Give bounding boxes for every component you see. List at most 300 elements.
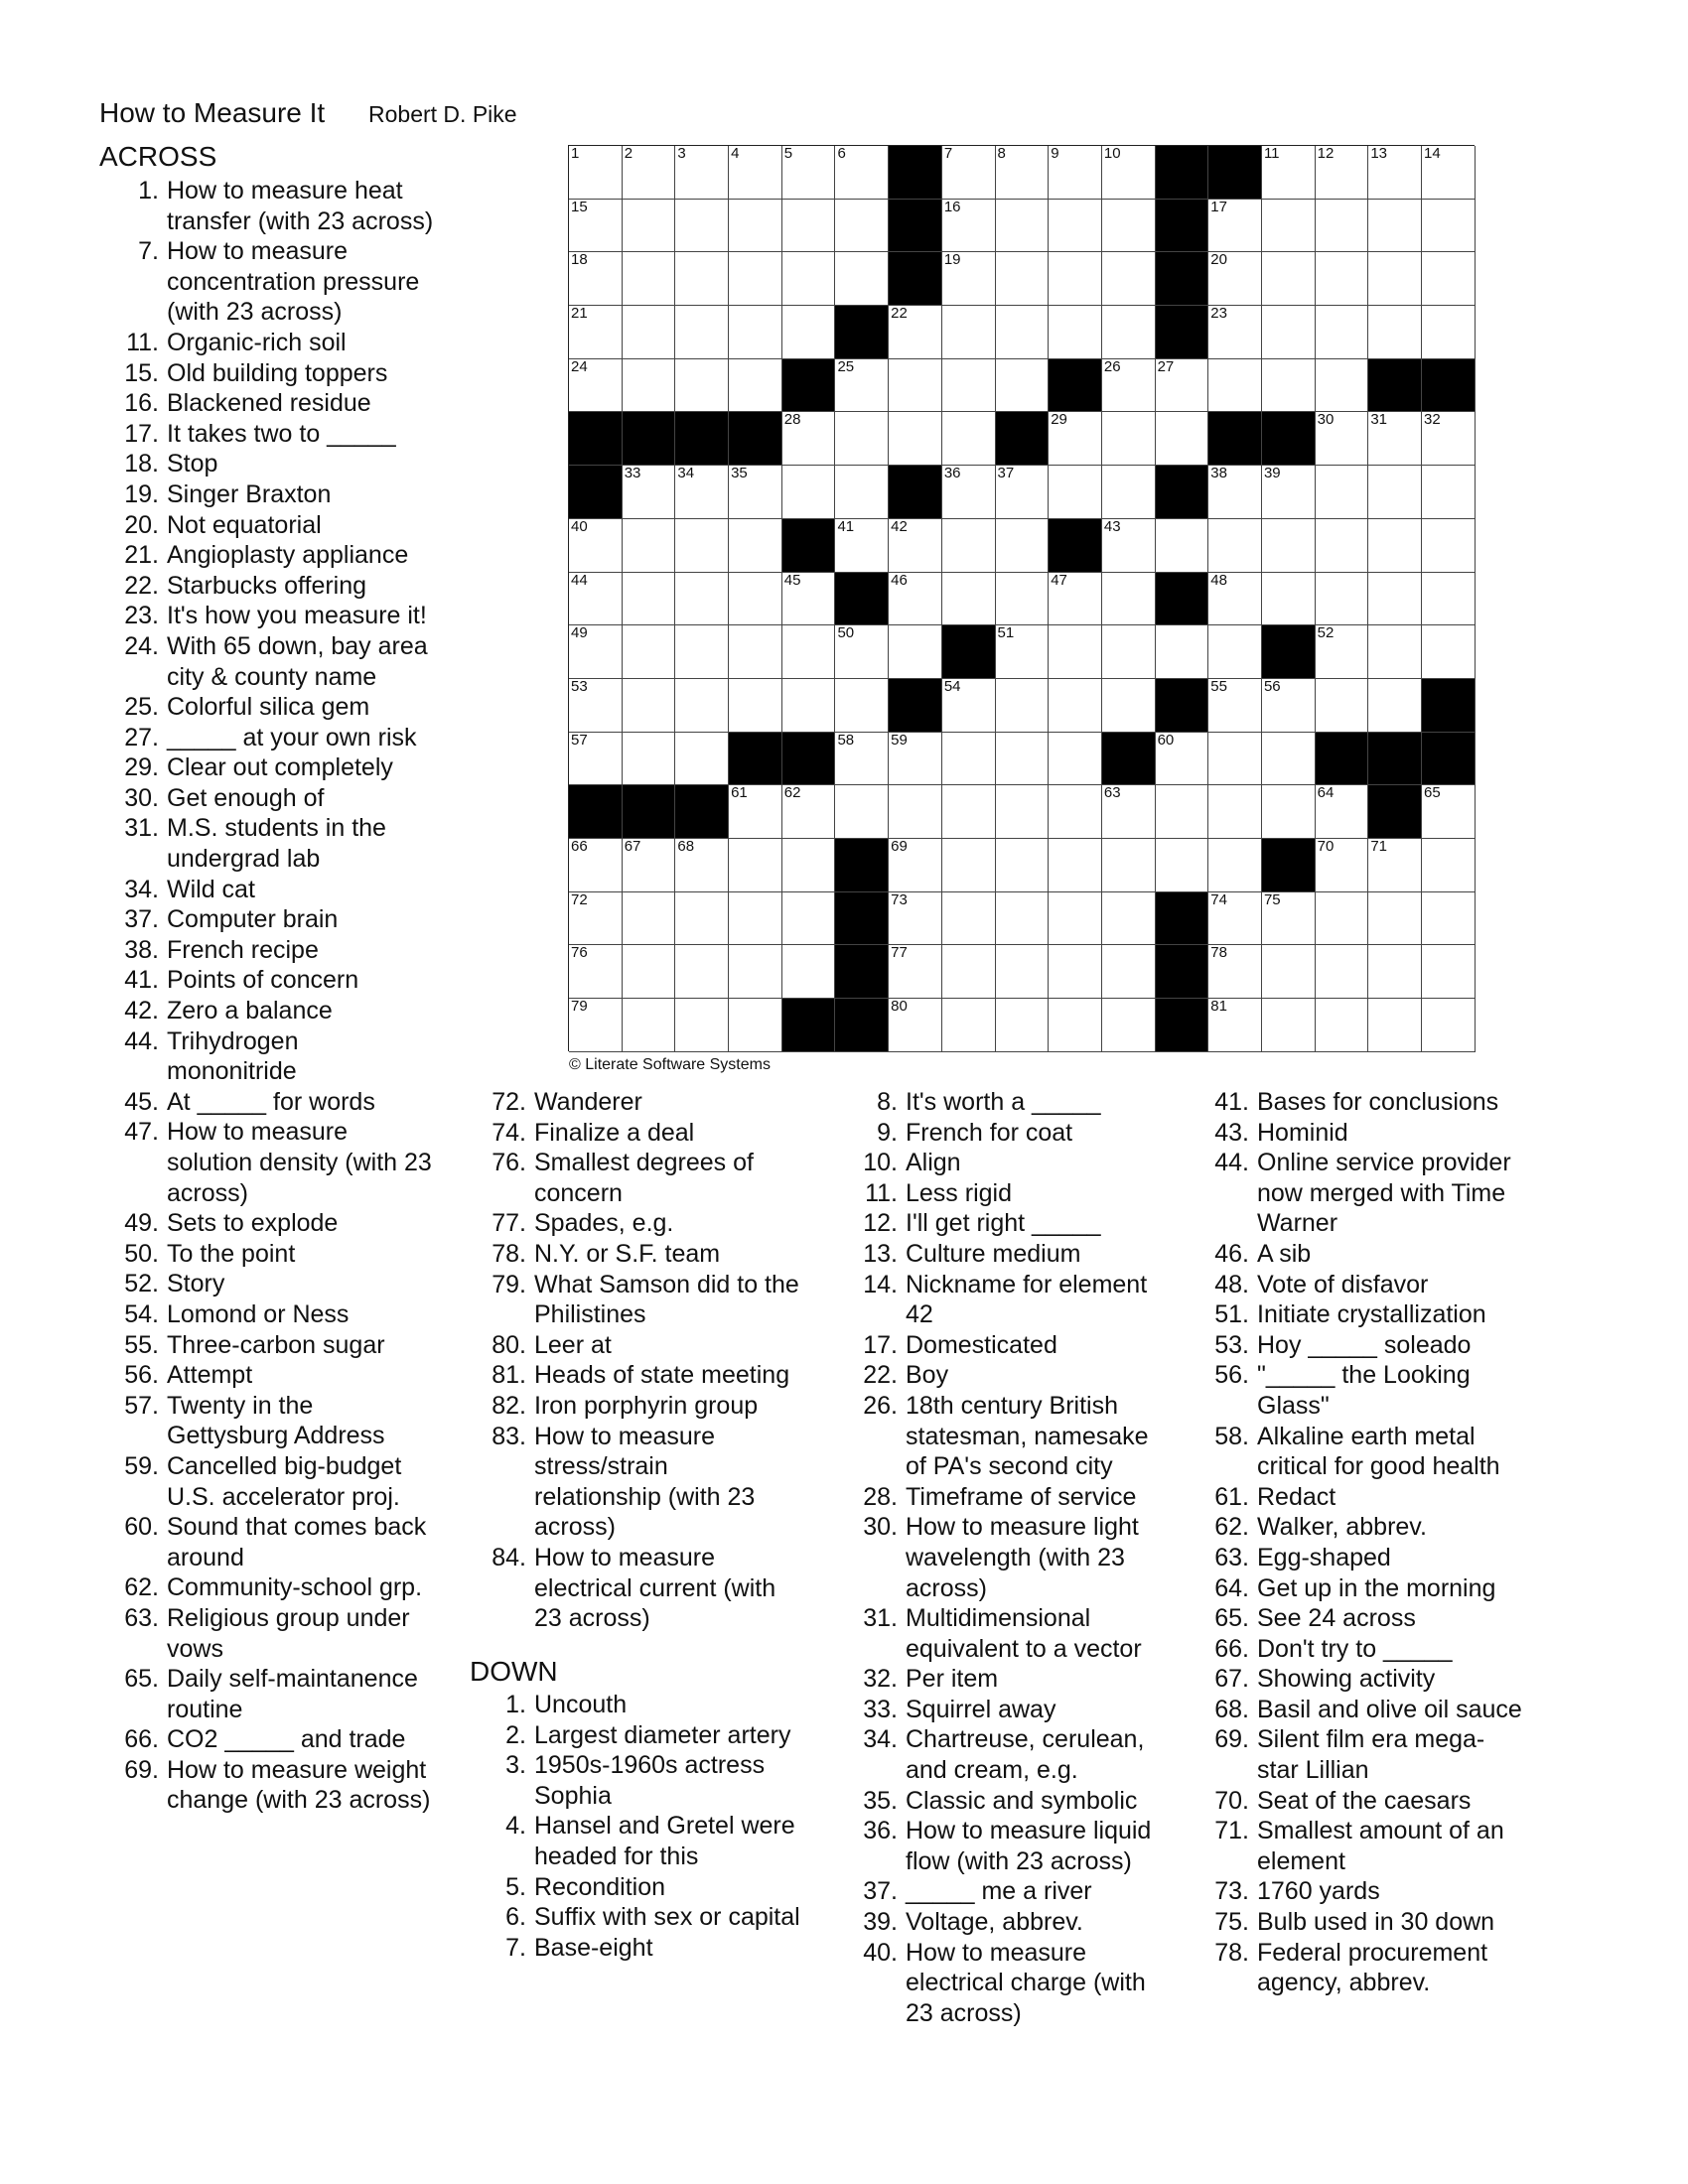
clue-number: 78. [492, 1239, 526, 1268]
grid-cell [782, 625, 836, 679]
clue-number: 52. [124, 1270, 159, 1298]
clue-text: Leer at [534, 1330, 612, 1359]
clue-text: Attempt [167, 1361, 253, 1390]
clue-number: 19. [124, 479, 159, 508]
clue-text: Wild cat [167, 875, 255, 903]
grid-cell [1049, 573, 1102, 626]
down-clue [1190, 1270, 1522, 1300]
clue-number: 3. [505, 1751, 526, 1780]
grid-cell [889, 519, 942, 573]
clue-number: 55. [124, 1330, 159, 1359]
clue-text: Colorful silica gem [167, 693, 370, 722]
grid-cell [942, 945, 996, 999]
down-clue [838, 1482, 1151, 1513]
across-clue [467, 1391, 799, 1422]
grid-cell [942, 892, 996, 946]
clue-text: Nickname for element 42 [906, 1270, 1148, 1329]
grid-cell [1102, 892, 1156, 946]
down-clue [838, 1724, 1151, 1785]
clue-number: 72. [492, 1088, 526, 1116]
clue-text: French recipe [167, 935, 319, 964]
clue-number: 51. [1214, 1300, 1249, 1329]
down-clue [1190, 1786, 1522, 1817]
clue-number: 57. [124, 1391, 159, 1420]
clue-text: Get up in the morning [1257, 1573, 1496, 1602]
grid-cell [996, 679, 1050, 733]
clue-number: 54. [124, 1299, 159, 1328]
down-clue [838, 1938, 1151, 2029]
down-clue [838, 1512, 1151, 1603]
grid-cell [1102, 519, 1156, 573]
grid-cell [623, 519, 676, 573]
cell-number: 53 [571, 677, 588, 695]
clue-number: 66. [124, 1725, 159, 1754]
clue-text: Domesticated [906, 1330, 1057, 1359]
across-clue [99, 1269, 433, 1299]
grid-cell [675, 839, 729, 892]
down-clues-column-3 [1190, 1087, 1522, 1998]
clue-text: Zero a balance [167, 997, 333, 1025]
clue-text: Angioplasty appliance [167, 541, 409, 570]
black-square [1208, 146, 1262, 200]
grid-cell [942, 519, 996, 573]
grid-cell [996, 146, 1050, 200]
clue-number: 63. [1214, 1543, 1249, 1571]
grid-cell [1422, 573, 1476, 626]
grid-cell [675, 200, 729, 253]
down-clue [1190, 1543, 1522, 1573]
clue-number: 46. [1214, 1239, 1249, 1268]
cell-number: 74 [1210, 890, 1227, 908]
cell-number: 17 [1210, 198, 1227, 215]
clue-number: 50. [124, 1239, 159, 1268]
grid-cell [1156, 625, 1209, 679]
clue-text: Bulb used in 30 down [1257, 1908, 1495, 1937]
down-clue [1190, 1573, 1522, 1604]
grid-cell [996, 839, 1050, 892]
black-square [889, 146, 942, 200]
down-clue [467, 1872, 800, 1903]
grid-cell [1208, 519, 1262, 573]
clue-number: 6. [505, 1903, 526, 1932]
grid-cell [1102, 945, 1156, 999]
clue-number: 25. [124, 693, 159, 722]
across-clue [99, 176, 433, 236]
black-square [1262, 625, 1316, 679]
grid-cell [675, 519, 729, 573]
clue-text: Trihydrogen mononitride [167, 1026, 299, 1086]
grid-cell [623, 945, 676, 999]
grid-cell [623, 573, 676, 626]
clue-text: Chartreuse, cerulean, and cream, e.g. [906, 1725, 1145, 1785]
black-square [1049, 359, 1102, 413]
grid-cell [1262, 519, 1316, 573]
grid-cell [569, 892, 623, 946]
across-clue [99, 904, 433, 935]
clue-number: 32. [863, 1665, 898, 1694]
clue-text: How to measure electrical current (with 23 across) [534, 1543, 776, 1633]
across-clue [99, 631, 433, 692]
clue-text: Starbucks offering [167, 571, 367, 600]
grid-cell [1368, 306, 1422, 359]
down-clue [1190, 1907, 1522, 1938]
clue-text: Vote of disfavor [1257, 1270, 1429, 1298]
down-clue [838, 1816, 1151, 1876]
grid-cell [1262, 679, 1316, 733]
grid-cell [1316, 839, 1369, 892]
clue-number: 44. [124, 1026, 159, 1055]
clue-text: Finalize a deal [534, 1118, 695, 1147]
black-square [835, 999, 889, 1052]
grid-cell [782, 306, 836, 359]
grid-cell [1102, 252, 1156, 306]
clue-number: 26. [863, 1391, 898, 1420]
grid-cell [1262, 359, 1316, 413]
down-clue [838, 1087, 1151, 1118]
clue-number: 56. [1214, 1361, 1249, 1390]
grid-cell [942, 733, 996, 786]
clue-text: Organic-rich soil [167, 328, 347, 356]
grid-cell [942, 785, 996, 839]
cell-number: 27 [1157, 357, 1175, 375]
cell-number: 15 [571, 198, 588, 215]
grid-cell [1102, 625, 1156, 679]
grid-cell [1262, 573, 1316, 626]
clue-text: How to measure light wavelength (with 23 across) [906, 1513, 1139, 1602]
cell-number: 37 [997, 465, 1015, 482]
clue-text: N.Y. or S.F. team [534, 1239, 721, 1268]
cell-number: 70 [1317, 837, 1335, 855]
clue-text: Wanderer [534, 1088, 642, 1116]
across-clue [99, 875, 433, 905]
grid-cell [729, 519, 782, 573]
black-square [729, 733, 782, 786]
grid-cell [1368, 412, 1422, 466]
grid-cell [569, 733, 623, 786]
clue-text: To the point [167, 1239, 296, 1268]
black-square [623, 412, 676, 466]
grid-cell [569, 252, 623, 306]
across-clue [99, 752, 433, 783]
clue-number: 78. [1214, 1938, 1249, 1967]
down-clue [1190, 1087, 1522, 1118]
black-square [996, 412, 1050, 466]
grid-cell [1208, 892, 1262, 946]
cell-number: 71 [1370, 837, 1387, 855]
clue-number: 84. [492, 1543, 526, 1571]
grid-cell [1316, 306, 1369, 359]
down-clue [1190, 1299, 1522, 1330]
grid-cell [1262, 466, 1316, 519]
clue-number: 10. [863, 1149, 898, 1177]
clue-number: 1. [505, 1691, 526, 1718]
across-clue [99, 1360, 433, 1391]
across-clue [99, 479, 433, 510]
grid-cell [1368, 999, 1422, 1052]
clue-text: M.S. students in the undergrad lab [167, 814, 386, 874]
grid-cell [942, 679, 996, 733]
clue-text: Singer Braxton [167, 479, 332, 508]
grid-cell [1262, 200, 1316, 253]
down-clue [1190, 1482, 1522, 1513]
grid-cell [996, 466, 1050, 519]
grid-cell [1049, 412, 1102, 466]
grid-cell [569, 519, 623, 573]
clue-number: 45. [124, 1087, 159, 1116]
clue-text: _____ at your own risk [167, 723, 417, 751]
cell-number: 63 [1103, 784, 1121, 802]
cell-number: 2 [624, 145, 633, 162]
grid-cell [1368, 200, 1422, 253]
clue-number: 5. [505, 1872, 526, 1901]
black-square [1156, 679, 1209, 733]
cell-number: 6 [837, 145, 846, 162]
black-square [675, 412, 729, 466]
cell-number: 77 [891, 944, 908, 962]
grid-cell [623, 839, 676, 892]
down-clues-column-2 [838, 1087, 1151, 2028]
grid-cell [782, 466, 836, 519]
clue-text: Clear out completely [167, 753, 393, 782]
clue-text: Spades, e.g. [534, 1209, 674, 1238]
cell-number: 64 [1317, 784, 1335, 802]
grid-cell [1156, 519, 1209, 573]
grid-cell [569, 359, 623, 413]
clue-number: 65. [124, 1665, 159, 1694]
down-clue [838, 1603, 1151, 1664]
cell-number: 61 [731, 784, 748, 802]
black-square [782, 733, 836, 786]
grid-cell [835, 785, 889, 839]
clue-text: "_____ the Looking Glass" [1257, 1361, 1471, 1420]
grid-cell [1102, 573, 1156, 626]
grid-cell [729, 625, 782, 679]
clue-number: 17. [124, 419, 159, 448]
across-clue [99, 1755, 433, 1816]
grid-cell [1208, 359, 1262, 413]
clue-number: 31. [863, 1604, 898, 1633]
grid-cell [1316, 466, 1369, 519]
clue-text: Stop [167, 450, 218, 478]
across-heading: ACROSS [99, 141, 217, 172]
grid-cell [1422, 519, 1476, 573]
down-clue [838, 1664, 1151, 1695]
grid-cell [1102, 785, 1156, 839]
grid-cell [835, 359, 889, 413]
grid-cell [1102, 200, 1156, 253]
clue-number: 76. [492, 1149, 526, 1177]
cell-number: 8 [997, 145, 1006, 162]
grid-cell [889, 785, 942, 839]
clue-text: I'll get right _____ [906, 1209, 1101, 1238]
cell-number: 16 [943, 198, 961, 215]
clue-number: 62. [1214, 1513, 1249, 1542]
black-square [1422, 679, 1476, 733]
grid-cell [569, 306, 623, 359]
black-square [835, 839, 889, 892]
down-clue [1190, 1118, 1522, 1149]
grid-cell [729, 839, 782, 892]
across-clue [99, 388, 433, 419]
black-square [782, 519, 836, 573]
black-square [1262, 412, 1316, 466]
grid-cell [1316, 625, 1369, 679]
grid-cell [1368, 839, 1422, 892]
clue-text: Showing activity [1257, 1665, 1436, 1694]
across-clue [99, 571, 433, 602]
grid-cell [1049, 466, 1102, 519]
grid-cell [569, 945, 623, 999]
clue-number: 43. [1214, 1118, 1249, 1147]
grid-cell [1049, 625, 1102, 679]
crossword-grid [568, 145, 1475, 1051]
grid-cell [675, 679, 729, 733]
grid-cell [889, 733, 942, 786]
grid-cell [1156, 733, 1209, 786]
grid-cell [1422, 999, 1476, 1052]
clue-number: 49. [124, 1209, 159, 1238]
clue-text: 1950s-1960s actress Sophia [534, 1751, 766, 1810]
grid-cell [1316, 519, 1369, 573]
clue-number: 35. [863, 1786, 898, 1815]
grid-cell [1049, 945, 1102, 999]
grid-cell [1316, 573, 1369, 626]
across-clue [99, 419, 433, 450]
clue-number: 70. [1214, 1786, 1249, 1815]
across-clue [99, 601, 433, 631]
grid-cell [1316, 785, 1369, 839]
cell-number: 45 [783, 571, 801, 589]
down-clue [1190, 1724, 1522, 1785]
black-square [1102, 733, 1156, 786]
grid-cell [675, 892, 729, 946]
clue-number: 61. [1214, 1482, 1249, 1511]
across-clue [99, 358, 433, 389]
grid-cell [569, 200, 623, 253]
black-square [1156, 466, 1209, 519]
clue-text: Heads of state meeting [534, 1361, 790, 1390]
grid-cell [942, 412, 996, 466]
black-square [1049, 519, 1102, 573]
grid-cell [889, 892, 942, 946]
across-clue [99, 1087, 433, 1118]
grid-cell [1102, 999, 1156, 1052]
black-square [1422, 733, 1476, 786]
grid-cell [1316, 146, 1369, 200]
grid-cell [889, 306, 942, 359]
grid-cell [942, 306, 996, 359]
black-square [569, 466, 623, 519]
grid-cell [835, 200, 889, 253]
down-clue [467, 1690, 800, 1720]
grid-cell [835, 466, 889, 519]
clue-number: 66. [1214, 1634, 1249, 1663]
grid-cell [1156, 359, 1209, 413]
cell-number: 9 [1051, 145, 1059, 162]
grid-cell [675, 466, 729, 519]
down-clue [838, 1907, 1151, 1938]
black-square [1156, 200, 1209, 253]
clue-text: What Samson did to the Philistines [534, 1270, 799, 1329]
cell-number: 13 [1370, 145, 1387, 162]
black-square [1316, 733, 1369, 786]
clue-text: Hoy _____ soleado [1257, 1330, 1472, 1359]
grid-cell [1208, 625, 1262, 679]
cell-number: 80 [891, 998, 908, 1015]
black-square [1156, 892, 1209, 946]
grid-cell [1208, 733, 1262, 786]
black-square [889, 466, 942, 519]
down-clue [838, 1208, 1151, 1239]
grid-cell [1316, 892, 1369, 946]
clue-number: 79. [492, 1270, 526, 1298]
clue-text: French for coat [906, 1118, 1073, 1147]
black-square [1156, 252, 1209, 306]
black-square [729, 412, 782, 466]
cell-number: 42 [891, 517, 908, 535]
down-clue [838, 1786, 1151, 1817]
down-clue [838, 1695, 1151, 1725]
black-square [1368, 785, 1422, 839]
grid-cell [675, 999, 729, 1052]
grid-cell [835, 252, 889, 306]
grid-cell [1102, 359, 1156, 413]
clue-text: Multidimensional equivalent to a vector [906, 1604, 1142, 1663]
grid-cell [623, 466, 676, 519]
cell-number: 12 [1317, 145, 1335, 162]
black-square [1208, 412, 1262, 466]
clue-text: It takes two to _____ [167, 419, 396, 448]
clue-text: Redact [1257, 1482, 1336, 1511]
cell-number: 67 [624, 837, 641, 855]
cell-number: 78 [1210, 944, 1227, 962]
clue-number: 12. [863, 1209, 898, 1238]
clue-text: Silent film era mega- star Lillian [1257, 1725, 1485, 1785]
grid-cell [1208, 306, 1262, 359]
across-clue [99, 1724, 433, 1755]
cell-number: 36 [943, 465, 961, 482]
clue-number: 14. [863, 1270, 898, 1298]
across-clue [467, 1330, 799, 1361]
grid-cell [1049, 785, 1102, 839]
grid-cell [835, 412, 889, 466]
clue-number: 41. [1214, 1088, 1249, 1116]
grid-cell [889, 573, 942, 626]
clue-number: 68. [1214, 1695, 1249, 1723]
clue-text: Alkaline earth metal critical for good health [1257, 1422, 1500, 1481]
clue-text: Daily self-maintanence routine [167, 1665, 418, 1723]
grid-cell [1262, 306, 1316, 359]
grid-cell [942, 999, 996, 1052]
black-square [889, 679, 942, 733]
clue-number: 34. [124, 875, 159, 903]
cell-number: 62 [783, 784, 801, 802]
clue-number: 34. [863, 1725, 898, 1754]
clue-text: Culture medium [906, 1239, 1081, 1268]
cell-number: 73 [891, 890, 908, 908]
grid-cell [782, 200, 836, 253]
grid-cell [996, 999, 1050, 1052]
clue-number: 27. [124, 723, 159, 751]
grid-cell [1368, 146, 1422, 200]
clue-text: Three-carbon sugar [167, 1330, 385, 1359]
clue-number: 42. [124, 997, 159, 1025]
clue-text: Per item [906, 1665, 999, 1694]
cell-number: 54 [943, 677, 961, 695]
across-clue [467, 1087, 799, 1118]
across-clue [99, 1299, 433, 1330]
cell-number: 20 [1210, 251, 1227, 269]
